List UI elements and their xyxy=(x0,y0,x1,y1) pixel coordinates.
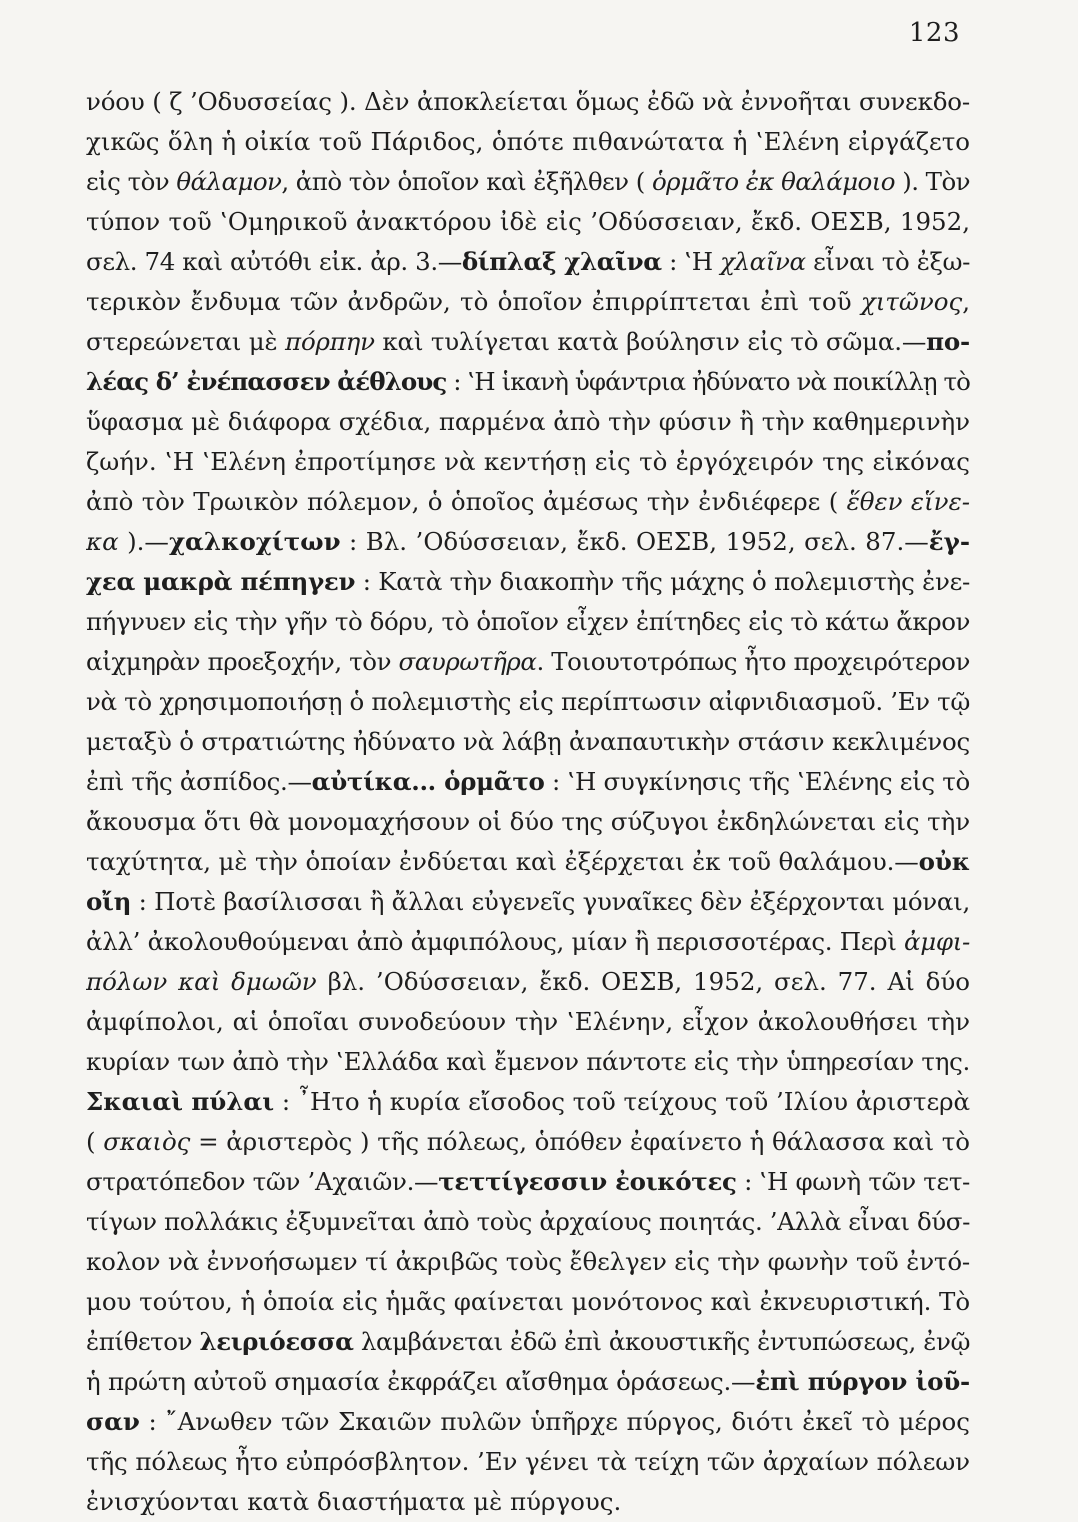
lemma-text: Σκαιαὶ πύλαι xyxy=(86,1087,275,1116)
text-segment: λαμβάνεται ἐδῶ ἐπὶ ἀκουστικῆς ἐντυπώσεως, ἐνῷ xyxy=(353,1327,970,1356)
text-segment: ἄκουσμα ὅτι θὰ μονομαχήσουν οἱ δύο της σύζυγοι ἐκδηλώνεται εἰς τὴν xyxy=(86,807,970,836)
text-segment: ἐπὶ τῆς ἀσπίδος.— xyxy=(86,767,312,796)
italic-text: ὁρμᾶτο ἐκ θαλάμοιο xyxy=(651,167,895,196)
lemma-text: λέας δ’ ἐνέπασσεν ἀέθλους xyxy=(86,367,447,396)
text-line xyxy=(86,802,970,842)
text-segment: ἐνισχύονται κατὰ διαστήματα μὲ πύργους. xyxy=(86,1487,622,1516)
text-segment: : Ποτὲ βασίλισσαι ἢ ἄλλαι εὐγενεῖς γυναῖκες δὲν ἐξέρχονται μόναι, xyxy=(131,887,970,916)
text-segment: ἀπὸ τὸν Τρωικὸν πόλεμον, ὁ ὁποῖος ἀμέσως τὴν ἐνδιέφερε ( xyxy=(86,487,847,516)
lemma-text: ἔγ- xyxy=(928,527,970,556)
text-segment: ὕφασμα μὲ διάφορα σχέδια, παρμένα ἀπὸ τὴν φύσιν ἢ τὴν καθημερινὴν xyxy=(86,407,970,436)
text-segment: . Τοιουτοτρόπως ἦτο προχειρότερον xyxy=(536,647,970,676)
text-line xyxy=(86,1442,970,1482)
text-line xyxy=(86,242,970,282)
text-segment: νὰ τὸ χρησιμοποιήσῃ ὁ πολεμιστὴς εἰς περίπτωσιν αἰφνιδιασμοῦ. ’Εν τῷ xyxy=(86,687,970,716)
text-segment: καὶ τυλίγεται κατὰ βούλησιν εἰς τὸ σῶμα.— xyxy=(374,327,927,356)
text-line xyxy=(86,322,970,362)
text-line xyxy=(86,642,970,682)
text-line xyxy=(86,1002,970,1042)
text-line xyxy=(86,1162,970,1202)
text-segment: = ἀριστερὸς ) τῆς πόλεως, ὁπόθεν ἐφαίνετο ἡ θάλασσα καὶ τὸ xyxy=(190,1127,970,1156)
text-line xyxy=(86,842,970,882)
text-line xyxy=(86,1122,970,1162)
text-line xyxy=(86,562,970,602)
text-segment: : ῏Ητο ἡ κυρία εἴσοδος τοῦ τείχους τοῦ ’Ιλίου ἀριστερὰ xyxy=(274,1087,970,1116)
text-segment: ). Τὸν xyxy=(895,167,970,196)
body-text xyxy=(86,82,970,1522)
text-line xyxy=(86,1362,970,1402)
text-line xyxy=(86,1042,970,1082)
text-segment: τύπον τοῦ ‛Ομηρικοῦ ἀνακτόρου ἰδὲ εἰς ’Οδύσσειαν, ἔκδ. ΟΕΣΒ, 1952, xyxy=(86,207,970,236)
text-segment: μεταξὺ ὁ στρατιώτης ἠδύνατο νὰ λάβῃ ἀναπαυτικὴν στάσιν κεκλιμένος xyxy=(86,727,970,756)
text-segment: ταχύτητα, μὲ τὴν ὁποίαν ἐνδύεται καὶ ἐξέρχεται ἐκ τοῦ θαλάμου.— xyxy=(86,847,919,876)
lemma-text: τεττίγεσσιν ἐοικότες xyxy=(438,1167,737,1196)
text-segment: νόου ( ζ ’Οδυσσείας ). Δὲν ἀποκλείεται ὅμως ἐδῶ νὰ ἐννοῆται συνεκδο- xyxy=(86,87,970,116)
text-line xyxy=(86,1082,970,1122)
lemma-text: αὐτίκα... ὁρμᾶτο xyxy=(311,767,545,796)
page-number: 123 xyxy=(908,18,960,48)
text-segment: : Κατὰ τὴν διακοπὴν τῆς μάχης ὁ πολεμιστὴς ἐνε- xyxy=(355,567,970,596)
lemma-text: χεα μακρὰ πέπηγεν xyxy=(86,567,356,596)
lemma-text: χαλκοχίτων xyxy=(168,527,341,556)
text-line xyxy=(86,522,970,562)
text-segment: ἡ πρώτη αὐτοῦ σημασία ἐκφράζει αἴσθημα ὁράσεως.— xyxy=(86,1367,756,1396)
text-line xyxy=(86,962,970,1002)
italic-text: κα xyxy=(86,527,119,556)
text-segment: : ῎Ανωθεν τῶν Σκαιῶν πυλῶν ὑπῆρχε πύργος, διότι ἐκεῖ τὸ μέρος xyxy=(139,1407,970,1436)
text-line xyxy=(86,1242,970,1282)
text-line xyxy=(86,362,970,402)
lemma-text: σαν xyxy=(86,1407,140,1436)
text-segment: κολον νὰ ἐννοήσωμεν τί ἀκριβῶς τοὺς ἔθελγεν εἰς τὴν φωνὴν τοῦ ἐντό- xyxy=(86,1247,970,1276)
text-segment: ἀλλ’ ἀκολουθούμεναι ἀπὸ ἀμφιπόλους, μίαν ἢ περισσοτέρας. Περὶ xyxy=(86,927,905,956)
text-line xyxy=(86,722,970,762)
text-line xyxy=(86,1322,970,1362)
text-segment: : Βλ. ’Οδύσσειαν, ἔκδ. ΟΕΣΒ, 1952, σελ. 87.— xyxy=(340,527,929,556)
lemma-text: ἐπὶ πύργον ἰοῦ- xyxy=(755,1367,970,1396)
text-line xyxy=(86,882,970,922)
lemma-text: οἴη xyxy=(86,887,132,916)
italic-text: ἕθεν εἵνε- xyxy=(846,487,970,516)
text-line xyxy=(86,82,970,122)
lemma-text: δίπλαξ χλαῖνα xyxy=(461,247,662,276)
italic-text: χιτῶνος xyxy=(860,287,963,316)
text-segment: : ‛Η φωνὴ τῶν τετ- xyxy=(736,1167,970,1196)
text-segment: : ‛Η συγκίνησις τῆς ‛Ελένης εἰς τὸ xyxy=(544,767,970,796)
italic-text: πόρπην xyxy=(285,327,375,356)
text-segment: εἰς τὸν xyxy=(86,167,177,196)
text-segment: στρατόπεδον τῶν ’Αχαιῶν.— xyxy=(86,1167,439,1196)
text-segment: τίγων πολλάκις ἐξυμνεῖται ἀπὸ τοὺς ἀρχαίους ποιητάς. ’Αλλὰ εἶναι δύσ- xyxy=(86,1207,970,1236)
text-line xyxy=(86,1202,970,1242)
text-segment: κυρίαν των ἀπὸ τὴν ‛Ελλάδα καὶ ἔμενον πάντοτε εἰς τὴν ὑπηρεσίαν της. xyxy=(86,1047,970,1076)
text-line xyxy=(86,1402,970,1442)
lemma-text: λειριόεσσα xyxy=(199,1327,354,1356)
italic-text: σκαιὸς xyxy=(103,1127,191,1156)
text-segment: βλ. ’Οδύσσειαν, ἔκδ. ΟΕΣΒ, 1952, σελ. 77. Αἱ δύο xyxy=(316,967,970,996)
text-segment: ἐπίθετον xyxy=(86,1327,200,1356)
text-line xyxy=(86,682,970,722)
text-segment: μου τούτου, ἡ ὁποία εἰς ἡμᾶς φαίνεται μονότονος καὶ ἐκνευριστική. Τὸ xyxy=(86,1287,970,1316)
text-line xyxy=(86,922,970,962)
text-segment: , ἀπὸ τὸν ὁποῖον καὶ ἐξῆλθεν ( xyxy=(281,167,652,196)
text-segment: αἰχμηρὰν προεξοχήν, τὸν xyxy=(86,647,399,676)
text-segment: ).— xyxy=(118,527,169,556)
italic-text: χλαῖνα xyxy=(720,247,806,276)
text-line xyxy=(86,402,970,442)
text-line xyxy=(86,602,970,642)
text-segment: σελ. 74 καὶ αὐτόθι εἰκ. ἀρ. 3.— xyxy=(86,247,462,276)
text-segment: πήγνυεν εἰς τὴν γῆν τὸ δόρυ, τὸ ὁποῖον εἶχεν ἐπίτηδες εἰς τὸ κάτω ἄκρον xyxy=(86,607,970,636)
lemma-text: πο- xyxy=(926,327,970,356)
text-line xyxy=(86,762,970,802)
text-segment: τερικὸν ἔνδυμα τῶν ἀνδρῶν, τὸ ὁποῖον ἐπιρρίπτεται ἐπὶ τοῦ xyxy=(86,287,861,316)
italic-text: θάλαμον xyxy=(176,167,282,196)
text-segment: ἀμφίπολοι, αἱ ὁποῖαι συνοδεύουν τὴν ‛Ελένην, εἶχον ἀκολουθήσει τὴν xyxy=(86,1007,970,1036)
text-segment: : ‛Η ἱκανὴ ὑφάντρια ἠδύνατο νὰ ποικίλλῃ τὸ xyxy=(446,367,970,396)
text-segment: : ‛Η xyxy=(661,247,721,276)
italic-text: ἀμφι- xyxy=(904,927,970,956)
text-segment: , xyxy=(962,287,970,316)
text-line xyxy=(86,282,970,322)
text-line xyxy=(86,122,970,162)
text-line xyxy=(86,482,970,522)
italic-text: σαυρωτῆρα xyxy=(398,647,537,676)
italic-text: πόλων καὶ δμωῶν xyxy=(86,967,317,996)
text-line xyxy=(86,202,970,242)
text-line xyxy=(86,1282,970,1322)
lemma-text: οὐκ xyxy=(918,847,970,876)
text-line xyxy=(86,162,970,202)
text-segment: χικῶς ὅλη ἡ οἰκία τοῦ Πάριδος, ὁπότε πιθανώτατα ἡ ‛Ελένη εἰργάζετο xyxy=(86,127,970,156)
text-line xyxy=(86,1482,970,1522)
text-line xyxy=(86,442,970,482)
text-segment: στερεώνεται μὲ xyxy=(86,327,286,356)
text-segment: ζωήν. ‛Η ‛Ελένη ἐπροτίμησε νὰ κεντήσῃ εἰς τὸ ἐργόχειρόν της εἰκόνας xyxy=(86,447,970,476)
text-segment: τῆς πόλεως ἦτο εὐπρόσβλητον. ’Εν γένει τὰ τείχη τῶν ἀρχαίων πόλεων xyxy=(86,1447,970,1476)
text-segment: ( xyxy=(86,1127,104,1156)
text-segment: εἶναι τὸ ἐξω- xyxy=(805,247,970,276)
